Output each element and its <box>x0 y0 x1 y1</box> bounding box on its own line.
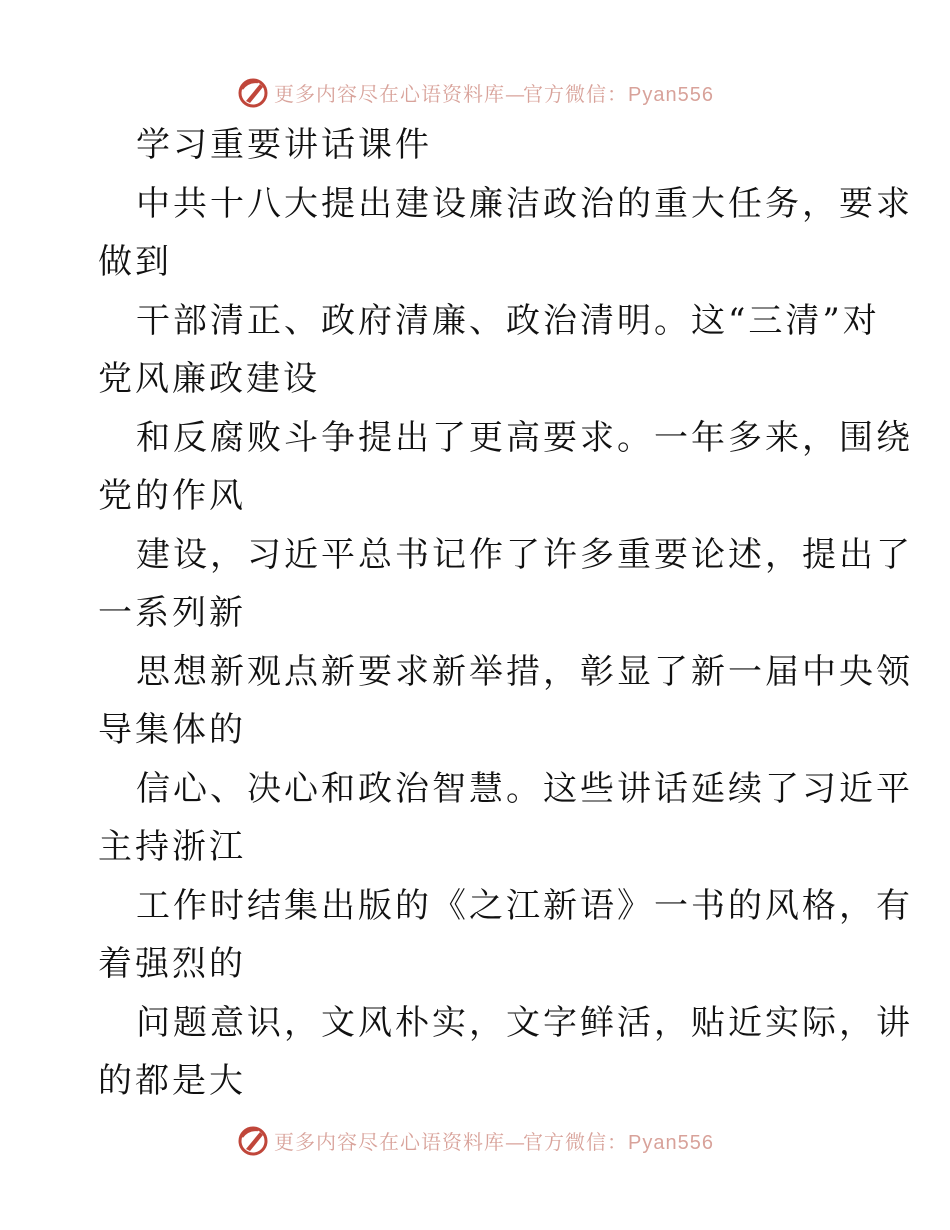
footer-banner <box>0 1120 950 1160</box>
paragraph-line: 做到 <box>98 242 172 282</box>
paragraph-line: 中共十八大提出建设廉洁政治的重大任务，要求 <box>136 183 913 224</box>
document-body <box>98 116 913 1111</box>
footer-banner-text: 更多内容尽在心语资料库—官方微信：Pyan556 <box>274 1129 714 1154</box>
paragraph-line: 党的作风 <box>98 476 246 516</box>
paragraph-line: 问题意识，文风朴实，文字鲜活，贴近实际，讲 <box>136 1002 913 1043</box>
paragraph-line: 建设，习近平总书记作了许多重要论述，提出了 <box>136 534 913 575</box>
paragraph-line: 的都是大 <box>98 1061 246 1101</box>
document-title: 学习重要讲话课件 <box>136 125 432 165</box>
paragraph-line: 和反腐败斗争提出了更高要求。一年多来，围绕 <box>136 417 913 458</box>
paragraph-line: 干部清正、政府清廉、政治清明。这“三清”对 <box>136 300 880 341</box>
paragraph-line: 党风廉政建设 <box>98 359 320 399</box>
header-banner <box>0 72 950 112</box>
paragraph-line: 思想新观点新要求新举措，彰显了新一届中央领 <box>136 651 913 692</box>
paragraph-line: 主持浙江 <box>98 827 246 867</box>
pen-nib-logo-icon <box>236 1123 270 1157</box>
paragraph-line: 一系列新 <box>98 593 246 633</box>
paragraph-line: 工作时结集出版的《之江新语》一书的风格，有 <box>136 885 913 926</box>
paragraph-line: 导集体的 <box>98 710 246 750</box>
paragraph-line: 信心、决心和政治智慧。这些讲话延续了习近平 <box>136 768 913 809</box>
pen-nib-logo-icon <box>236 75 270 109</box>
header-banner-text: 更多内容尽在心语资料库—官方微信：Pyan556 <box>274 81 714 106</box>
paragraph-line: 着强烈的 <box>98 944 246 984</box>
